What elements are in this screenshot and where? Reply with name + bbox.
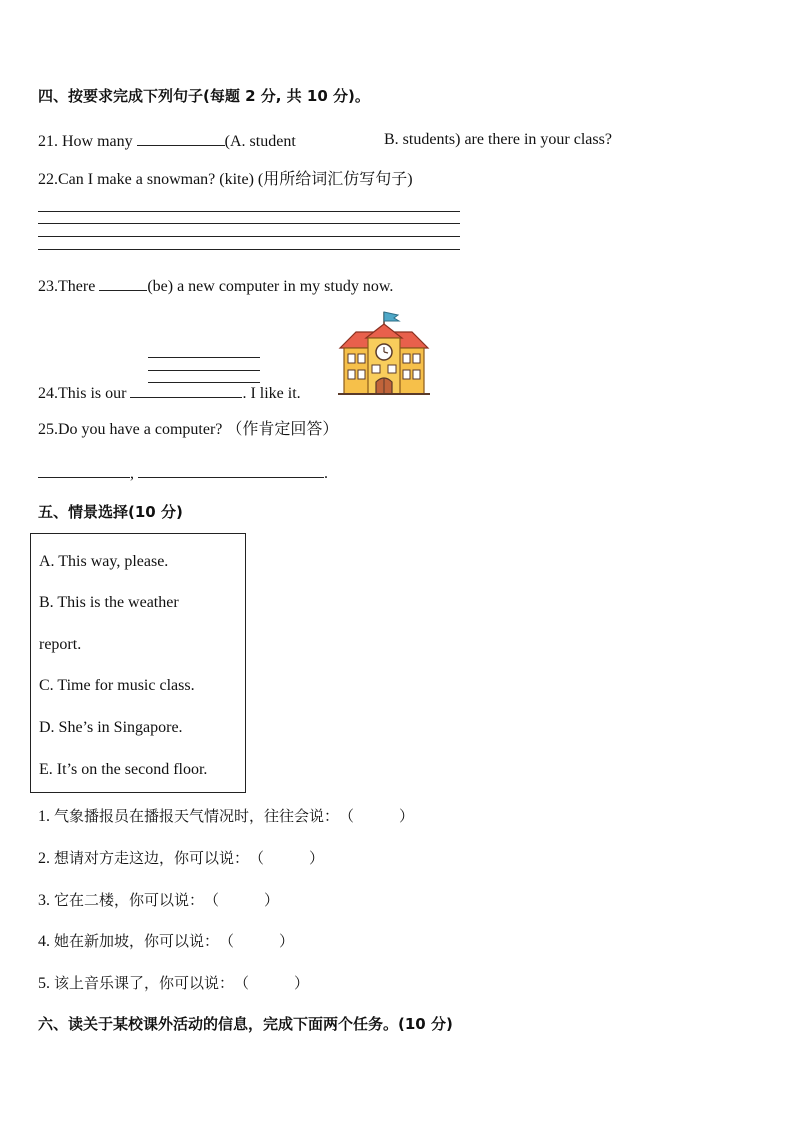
situation-question-3: [38, 890, 279, 911]
q24-guide-line-1: [148, 357, 260, 358]
school-building-icon: [336, 308, 432, 398]
q21-option-b: B. students) are there in your class?: [384, 131, 612, 148]
q25-end: .: [324, 465, 328, 482]
question-number: 2.: [38, 850, 50, 867]
option-a: A. This way, please.: [39, 553, 169, 570]
q24-blank[interactable]: [130, 382, 242, 398]
option-c: C. Time for music class.: [39, 677, 195, 694]
question-22: 22.Can I make a snowman? (kite) (用所给词汇仿写句子): [38, 171, 413, 188]
question-number: 4.: [38, 933, 50, 950]
situation-question-1: [38, 806, 414, 827]
answer-parentheses[interactable]: （ ）: [219, 932, 295, 950]
question-text: 该上音乐课了，你可以说：: [54, 974, 235, 992]
question-23: [38, 275, 393, 297]
q23-suffix: (be) a new computer in my study now.: [147, 278, 394, 295]
question-24: [38, 382, 301, 404]
q21-option-a: (A. student: [224, 133, 296, 150]
question-number: 3.: [38, 892, 50, 909]
question-number: 5.: [38, 975, 50, 992]
question-25: 25.Do you have a computer? （作肯定回答）: [38, 421, 339, 438]
answer-parentheses[interactable]: （ ）: [339, 807, 415, 825]
q25-blank-1[interactable]: [38, 462, 130, 478]
question-text: 她在新加坡，你可以说：: [54, 932, 220, 950]
q22-answer-line-4[interactable]: [38, 249, 460, 250]
question-number: 1.: [38, 808, 50, 825]
option-e: E. It’s on the second floor.: [39, 761, 208, 778]
situation-question-2: [38, 848, 324, 869]
q24-prefix: 24.This is our: [38, 385, 131, 402]
option-b-line-1: B. This is the weather: [39, 594, 179, 611]
q22-answer-line-1[interactable]: [38, 211, 460, 212]
options-box: [30, 533, 246, 793]
q25-answer: [38, 462, 328, 484]
section5-heading: 五、情景选择(10 分): [38, 503, 183, 521]
question-text: 它在二楼，你可以说：: [54, 891, 205, 909]
answer-parentheses[interactable]: （ ）: [249, 849, 325, 867]
answer-parentheses[interactable]: （ ）: [234, 974, 310, 992]
q23-blank[interactable]: [99, 275, 147, 291]
q23-prefix: 23.There: [38, 278, 100, 295]
q25-blank-2[interactable]: [138, 462, 324, 478]
q24-guide-line-2: [148, 370, 260, 371]
q22-answer-line-2[interactable]: [38, 223, 460, 224]
option-b-line-2: report.: [39, 636, 82, 653]
answer-parentheses[interactable]: （ ）: [204, 891, 280, 909]
situation-question-4: [38, 931, 294, 952]
question-text: 想请对方走这边，你可以说：: [54, 849, 250, 867]
q25-separator: ,: [130, 465, 134, 482]
q24-suffix: . I like it.: [242, 385, 301, 402]
q22-answer-line-3[interactable]: [38, 236, 460, 237]
q21-blank[interactable]: [137, 130, 225, 146]
question-text: 气象播报员在播报天气情况时，往往会说：: [54, 807, 340, 825]
section4-heading: 四、按要求完成下列句子(每题 2 分, 共 10 分)。: [38, 87, 370, 105]
section6-heading: 六、读关于某校课外活动的信息，完成下面两个任务。(10 分): [38, 1015, 453, 1033]
question-21: [38, 130, 296, 152]
q21-prefix: 21. How many: [38, 133, 137, 150]
option-d: D. She’s in Singapore.: [39, 719, 183, 736]
situation-question-5: [38, 973, 309, 994]
